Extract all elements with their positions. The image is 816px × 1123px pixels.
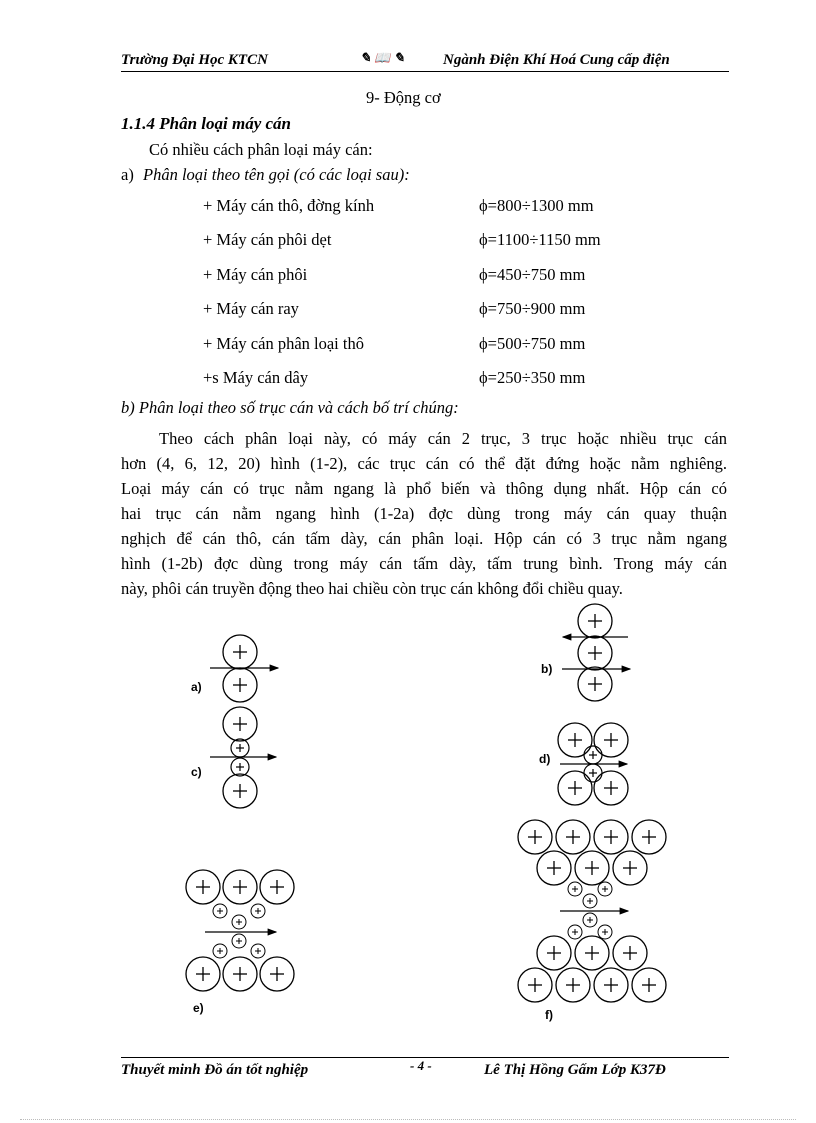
diagram-c-four-high [210, 707, 276, 808]
header-ornament: ✎ 📖 ✎ [360, 50, 405, 65]
class-name-4: + Máy cán ray [203, 299, 299, 318]
figure-label-a: a) [191, 680, 202, 694]
figure-label-b: b) [541, 662, 553, 676]
paragraph-line-6: hình (1-2b) đợc dùng trong máy cán tấm dày, tấm trung bình. Trong máy cán [121, 554, 727, 573]
figure-label-f: f) [545, 1008, 553, 1022]
figure-label-e: e) [193, 1001, 204, 1015]
paragraph-line-7: này, phôi cán truyền động theo hai chiều còn trục cán không đổi chiều quay. [121, 579, 623, 598]
footer-page-number: - 4 - [410, 1058, 432, 1073]
diagram-f-twenty-high [518, 820, 666, 1002]
class-name-6: +s Máy cán dây [203, 368, 309, 387]
class-size-3: ϕ=450÷750 mm [479, 265, 586, 284]
class-name-1: + Máy cán thô, đờng kính [203, 196, 375, 215]
class-size-4: ϕ=750÷900 mm [479, 299, 586, 318]
paragraph-line-2: hơn (4, 6, 12, 20) hình (1-2), các trục cán có thể đặt đứng hoặc nằm nghiêng. [121, 454, 727, 473]
list-item-motor: 9- Động cơ [366, 88, 441, 107]
class-size-5: ϕ=500÷750 mm [479, 334, 586, 353]
class-size-2: ϕ=1100÷1150 mm [479, 230, 601, 249]
paragraph-line-1: Theo cách phân loại này, có máy cán 2 trục, 3 trục hoặc nhiều trục cán [159, 429, 727, 448]
section-title: 1.1.4 Phân loại máy cán [121, 114, 292, 133]
footer-left: Thuyết minh Đồ án tốt nghiệp [121, 1062, 309, 1078]
class-size-1: ϕ=800÷1300 mm [479, 196, 594, 215]
subsection-a-prefix: a) [121, 165, 134, 184]
subsection-b-heading: b) Phân loại theo số trục cán và cách bố trí chúng: [121, 398, 459, 417]
class-name-5: + Máy cán phân loại thô [203, 334, 364, 353]
class-size-6: ϕ=250÷350 mm [479, 368, 586, 387]
header-right: Ngành Điện Khí Hoá Cung cấp điện [443, 52, 670, 68]
section-intro: Có nhiều cách phân loại máy cán: [149, 140, 373, 159]
diagram-d-six-high [558, 723, 628, 805]
paragraph-line-3: Loại máy cán có trục nằm ngang là phổ biến và thông dụng nhất. Hộp cán có [121, 479, 727, 498]
figure-label-c: c) [191, 765, 202, 779]
diagram-b-three-high [562, 604, 630, 701]
diagram-a-two-high [210, 635, 278, 702]
paragraph-line-4: hai trục cán nằm ngang hình (1-2a) đợc dùng trong máy cán quay thuận [121, 504, 727, 523]
class-name-3: + Máy cán phôi [203, 265, 308, 284]
footer-right: Lê Thị Hồng Gấm Lớp K37Đ [484, 1062, 666, 1078]
diagram-e-twelve-high [186, 870, 294, 991]
figure-label-d: d) [539, 752, 551, 766]
subsection-a-heading: Phân loại theo tên gọi (có các loại sau): [143, 165, 410, 184]
header-left: Trường Đại Học KTCN [121, 52, 268, 68]
class-name-2: + Máy cán phôi dẹt [203, 230, 332, 249]
page-edge-dotted-line [20, 1119, 796, 1120]
paragraph-line-5: nghịch để cán thô, cán tấm dày, cán phân loại. Hộp cán có 3 trục nằm ngang [121, 529, 727, 548]
